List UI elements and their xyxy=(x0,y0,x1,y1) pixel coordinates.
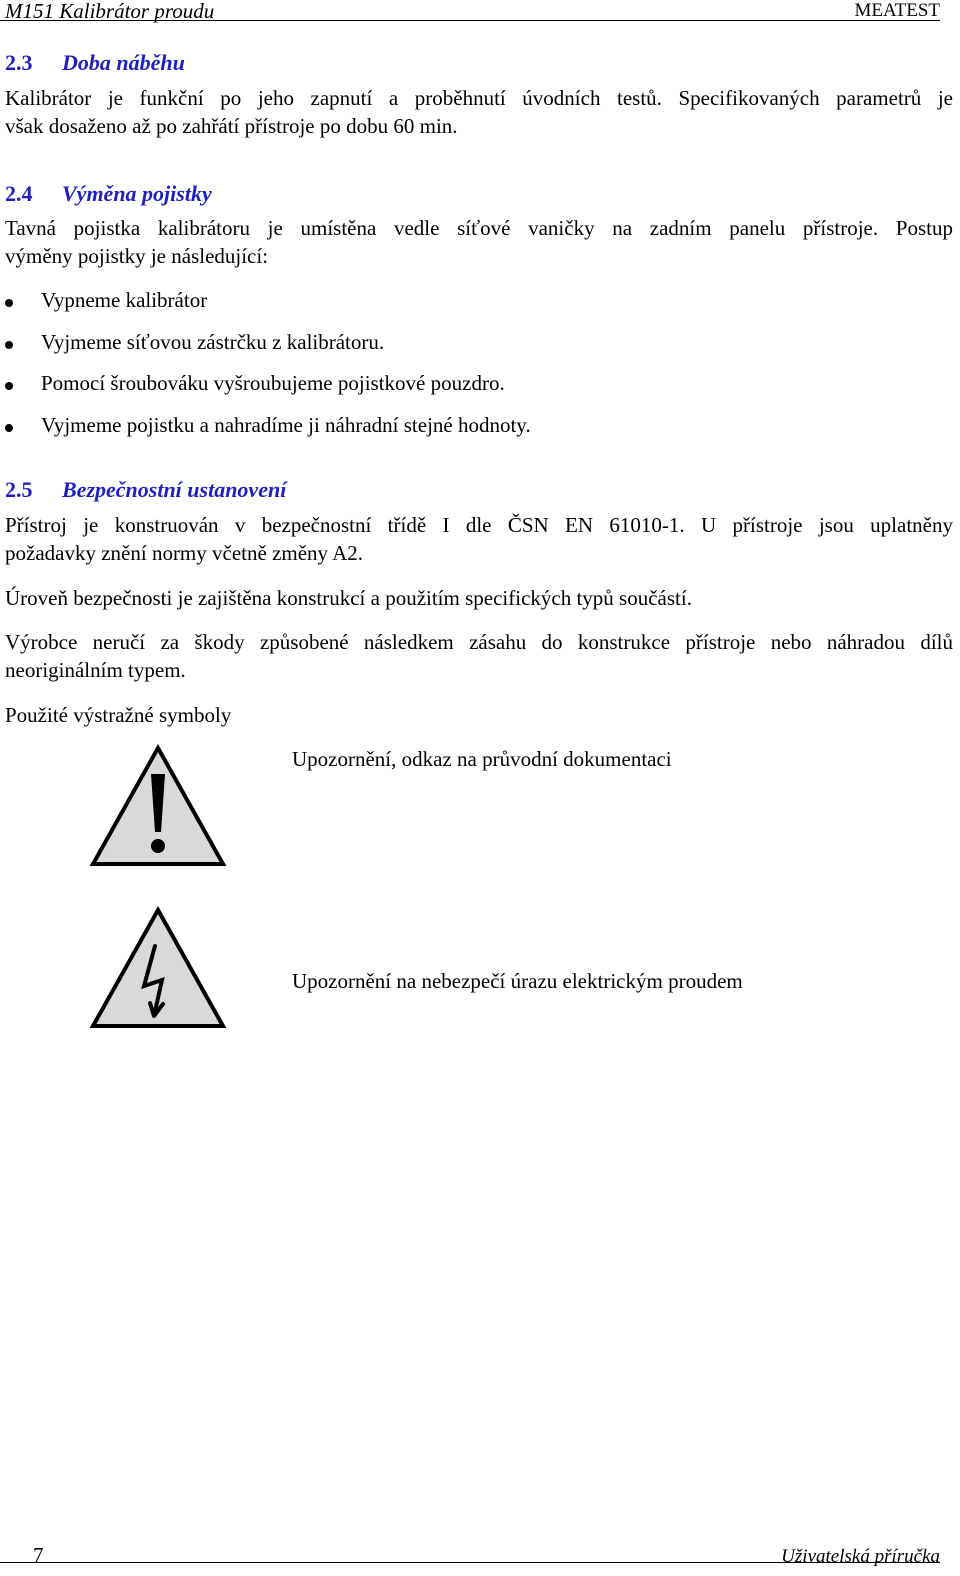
section-title: Doba náběhu xyxy=(62,50,185,75)
header-title: M151 Kalibrátor proudu xyxy=(5,0,215,23)
symbol2-description: Upozornění na nebezpečí úrazu elektrickým proudem xyxy=(292,969,743,993)
bullet-icon xyxy=(5,341,13,349)
warning-symbols-heading: Použité výstražné symboly xyxy=(5,703,232,727)
section-2-5-para3-line2: neoriginálním typem. xyxy=(5,658,186,682)
bullet-icon xyxy=(5,382,13,390)
section-title: Výměna pojistky xyxy=(62,181,212,206)
section-2-3-heading xyxy=(5,50,185,76)
bullet-icon xyxy=(5,299,13,307)
section-2-5-para1-line2: požadavky znění normy včetně změny A2. xyxy=(5,541,364,565)
header-divider xyxy=(0,20,940,21)
section-2-4-para-line1: Tavná pojistka kalibrátoru je umístěna vedle síťové vaničky na zadním panelu přístroje. Postup xyxy=(5,216,953,240)
section-2-5-para3-line1: Výrobce neručí za škody způsobené následkem zásahu do konstrukce přístroje nebo náhradou dílů xyxy=(5,630,953,654)
section-2-3-para-line1: Kalibrátor je funkční po jeho zapnutí a proběhnutí úvodních testů. Specifikovaných parametrů je xyxy=(5,86,953,110)
section-number: 2.3 xyxy=(5,50,33,75)
section-2-5-para1-line1: Přístroj je konstruován v bezpečnostní třídě I dle ČSN EN 61010-1. U přístroje jsou uplatněny xyxy=(5,513,953,537)
list-item-text: Vyjmeme síťovou zástrčku z kalibrátoru. xyxy=(41,330,385,354)
page-number: 7 xyxy=(33,1543,44,1567)
footer-manual-name: Uživatelská příručka xyxy=(781,1546,940,1567)
list-item-text: Pomocí šroubováku vyšroubujeme pojistkové pouzdro. xyxy=(41,371,505,395)
electric-shock-warning-icon xyxy=(88,906,228,1030)
section-2-5-heading xyxy=(5,477,286,503)
list-item-text: Vypneme kalibrátor xyxy=(41,288,208,312)
section-number: 2.5 xyxy=(5,477,33,502)
warning-exclamation-icon xyxy=(88,744,228,868)
section-2-4-heading xyxy=(5,181,212,207)
footer-divider xyxy=(0,1562,940,1563)
symbol1-description: Upozornění, odkaz na průvodní dokumentaci xyxy=(292,747,672,771)
section-title: Bezpečnostní ustanovení xyxy=(62,477,287,502)
list-item-text: Vyjmeme pojistku a nahradíme ji náhradní stejné hodnoty. xyxy=(41,413,531,437)
header-company: MEATEST xyxy=(854,0,940,21)
section-number: 2.4 xyxy=(5,181,33,206)
section-2-5-para2: Úroveň bezpečnosti je zajištěna konstrukcí a použitím specifických typů součástí. xyxy=(5,586,692,610)
section-2-4-para-line2: výměny pojistky je následující: xyxy=(5,244,269,268)
bullet-icon xyxy=(5,424,13,432)
section-2-3-para-line2: však dosaženo až po zahřátí přístroje po dobu 60 min. xyxy=(5,114,458,138)
